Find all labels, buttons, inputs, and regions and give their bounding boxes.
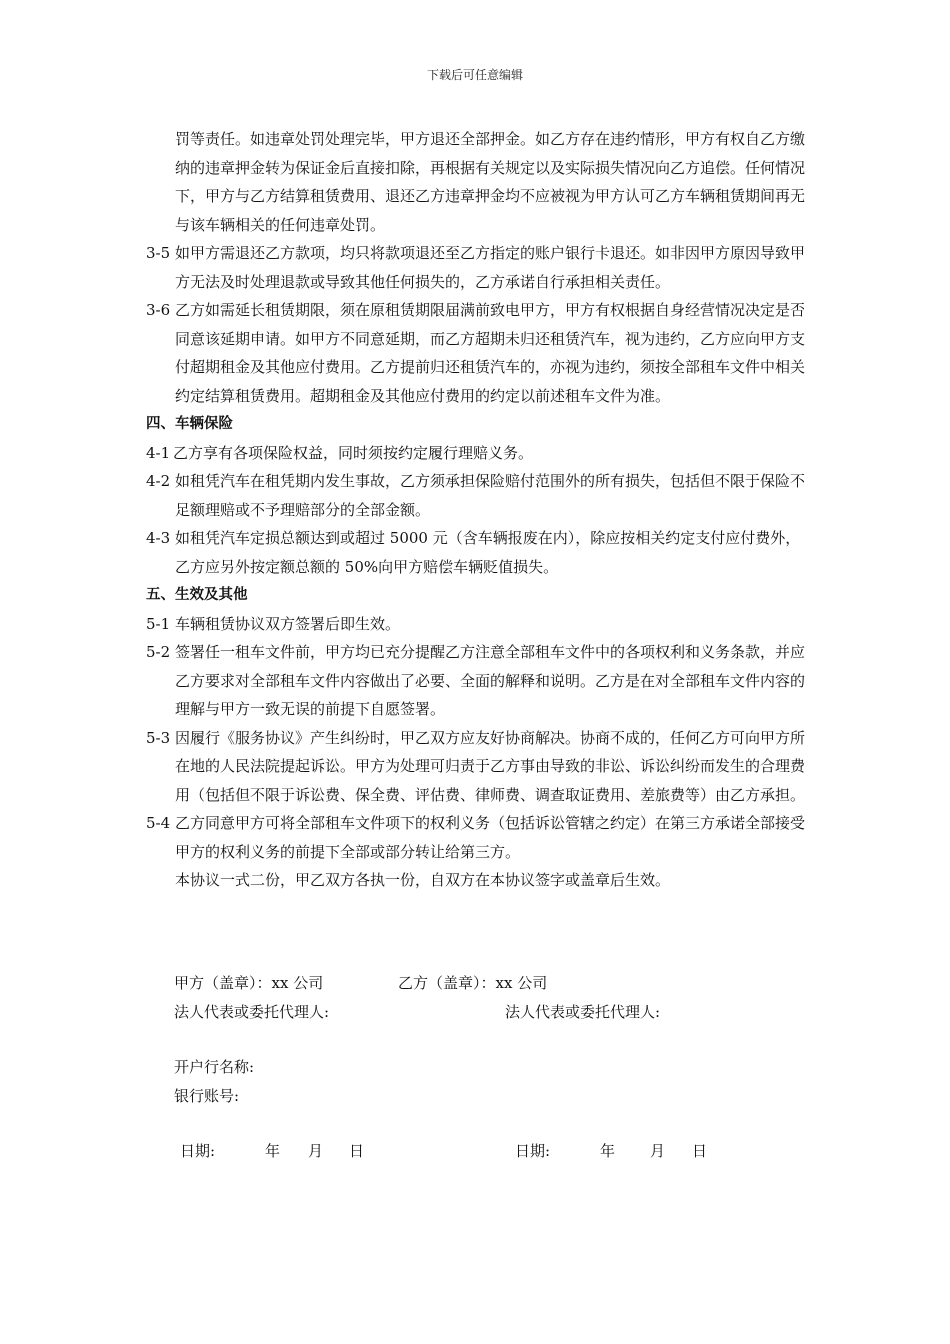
party-a-day: 日 [349,1142,365,1160]
clause-number: 5-3 [146,728,171,747]
clause-4-1 [146,439,810,468]
party-b-representative: 法人代表或委托代理人: [505,1003,661,1021]
clause-text: 签署任一租车文件前，甲方均已充分提醒乙方注意全部租车文件中的各项权利和义务条款，并应乙方要求对全部租车文件内容做出了必要、全面的解释和说明。乙方是在对全部租车文件内容的理解与甲方一致无误的前提下自愿签署。 [175,643,806,718]
clause-5-4 [146,809,810,866]
clause-number: 4-2 [146,472,171,490]
clause-number: 3-6 [146,301,171,319]
clause-3-5 [146,239,810,296]
party-b-day: 日 [692,1142,708,1160]
clause-4-3 [146,524,810,581]
clause-number: 5-2 [146,643,171,661]
closing-paragraph: 本协议一式二份，甲乙双方各执一份，自双方在本协议签字或盖章后生效。 [175,871,671,889]
clause-text: 如租凭汽车在租凭期内发生事故，乙方须承担保险赔付范围外的所有损失，包括但不限于保险不足额理赔或不予理赔部分的全部金额。 [175,472,806,519]
clause-text: 乙方如需延长租赁期限，须在原租赁期限届满前致电甲方，甲方有权根据自身经营情况决定是否同意该延期申请。如甲方不同意延期，而乙方超期未归还租赁汽车，视为违约，乙方应向甲方支付超期租金及其他应付费用。乙方提前归还租赁汽车的，亦视为违约，须按全部租车文件中相关约定结算租赁费用。超期租金及其他应付费用的约定以前述租车文件为准。 [175,301,806,405]
party-a-seal: 甲方（盖章）：xx 公司 [174,974,324,992]
section-5-heading: 五、生效及其他 [146,587,248,603]
clause-number: 5-1 [146,614,171,633]
clause-3-6 [146,296,810,410]
clause-text: 车辆租赁协议双方签署后即生效。 [175,614,401,633]
bank-name-label: 开户行名称: [174,1058,255,1076]
party-a-month: 月 [308,1142,324,1160]
party-b-date-label: 日期: [515,1142,551,1160]
clause-text: 乙方同意甲方可将全部租车文件项下的权利义务（包括诉讼管辖之约定）在第三方承诺全部接受甲方的权利义务的前提下全部或部分转让给第三方。 [175,814,806,861]
clause-number: 3-5 [146,244,171,262]
page-header: 下载后可任意编辑 [426,68,523,82]
clause-text: 如租凭汽车定损总额达到或超过 5000 元（含车辆报废在内），除应按相关约定支付应付费外，乙方应另外按定额总额的 50%向甲方赔偿车辆贬值损失。 [175,529,801,576]
clause-text: 乙方享有各项保险权益，同时须按约定履行理赔义务。 [173,443,534,462]
document-body [146,125,810,895]
party-a-representative: 法人代表或委托代理人: [174,1003,330,1021]
section-4-heading: 四、车辆保险 [146,416,233,432]
clause-text: 如甲方需退还乙方款项，均只将款项退还至乙方指定的账户银行卡退还。如非因甲方原因导致甲方无法及时处理退款或导致其他任何损失的，乙方承诺自行承担相关责任。 [175,244,806,291]
party-a-year: 年 [265,1142,281,1160]
clause-4-2 [146,467,810,524]
clause-text: 因履行《服务协议》产生纠纷时，甲乙双方应友好协商解决。协商不成的，任何乙方可向甲方所在地的人民法院提起诉讼。甲方为处理可归责于乙方事由导致的非讼、诉讼纠纷而发生的合理费用（包括但不限于诉讼费、保全费、评估费、律师费、调查取证费用、差旅费等）由乙方承担。 [175,728,806,804]
continuation-paragraph: 罚等责任。如违章处罚处理完毕，甲方退还全部押金。如乙方存在违约情形，甲方有权自乙方缴纳的违章押金转为保证金后直接扣除，再根据有关规定以及实际损失情况向乙方追偿。任何情况下，甲方与乙方结算租赁费用、退还乙方违章押金均不应被视为甲方认可乙方车辆租赁期间再无与该车辆相关的任何违章处罚。 [175,130,806,234]
clause-5-3 [146,724,810,810]
party-a-date-label: 日期: [180,1142,216,1160]
clause-number: 5-4 [146,814,171,832]
party-b-month: 月 [650,1142,666,1160]
clause-5-2 [146,638,810,724]
clause-5-1 [146,610,810,639]
party-b-year: 年 [600,1142,616,1160]
clause-number: 4-3 [146,529,171,547]
bank-account-label: 银行账号: [174,1087,240,1105]
clause-number: 4-1 [146,443,171,462]
party-b-seal: 乙方（盖章）：xx 公司 [398,974,548,992]
